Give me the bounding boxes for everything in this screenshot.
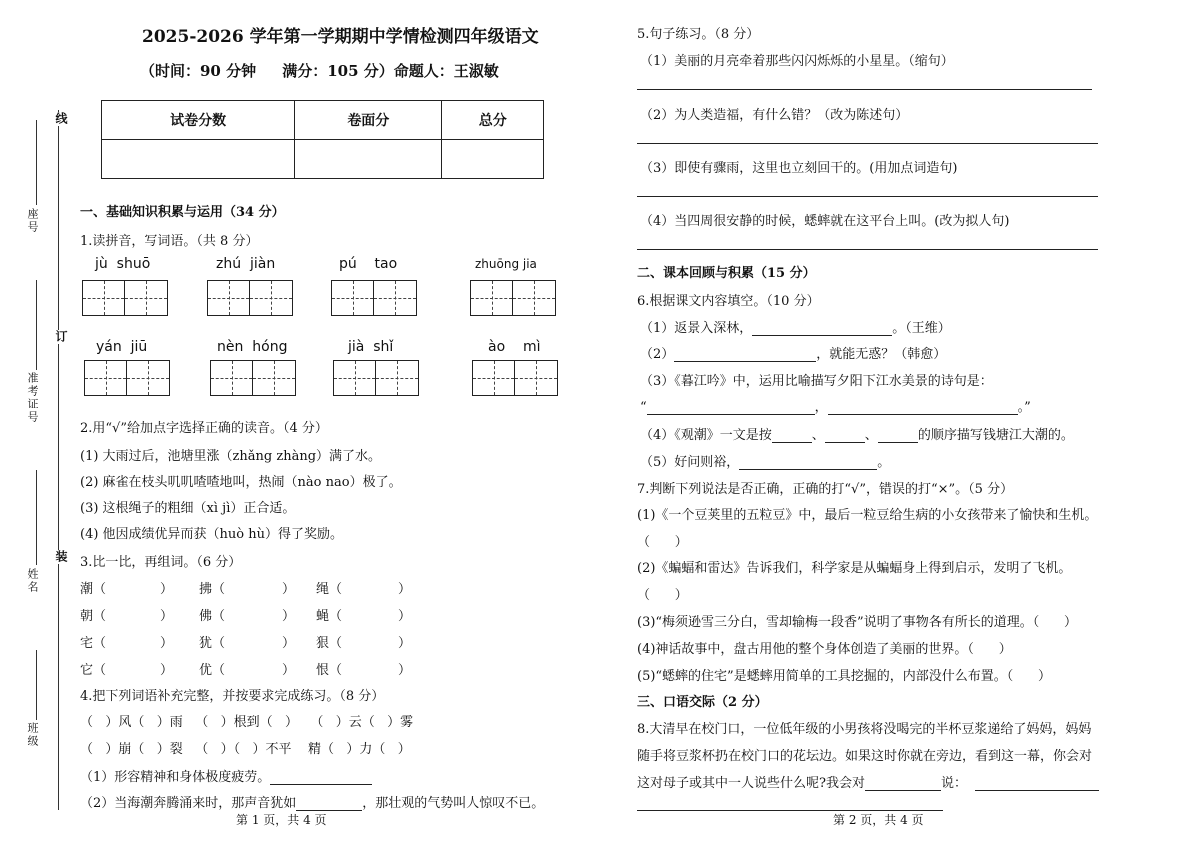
- q3-r4-b: 优（: [199, 663, 226, 678]
- writing-grid-7[interactable]: [333, 360, 419, 396]
- margin-binding-line: [58, 110, 59, 810]
- q5-prompt: 5.句子练习。（8 分）: [637, 27, 760, 42]
- q6-item-4-text-a: （4）《观潮》一文是按: [640, 428, 772, 443]
- q3-r4-c: 恨（: [316, 663, 343, 678]
- score-cell-neatness[interactable]: [295, 140, 442, 179]
- margin-binding-ding: 订: [54, 330, 68, 344]
- q6-item-2-text-a: （2）: [640, 347, 675, 362]
- q3-r3-b-close: ）: [282, 636, 296, 651]
- q7-item-4: (4)神话故事中，盘古用他的整个身体创造了美丽的世界。（ ）: [637, 642, 1012, 657]
- q3-r3-a-close: ）: [160, 636, 174, 651]
- q6-item-5-text-a: （5）好问则裕，: [640, 455, 740, 470]
- q4-sub-2-text-a: （2）当海潮奔腾涌来时，那声音犹如: [80, 796, 297, 811]
- q4-line-2: （ ）崩（ ）裂 （ ）（ ）不平 精（ ）力（ ）: [80, 742, 411, 757]
- q2-item-2: (2) 麻雀在枝头叽叽喳喳地叫，热闹（nào nao）极了。: [80, 475, 402, 490]
- q3-r1-c-close: ）: [398, 582, 412, 597]
- q5-answer-line-4[interactable]: [637, 249, 1098, 250]
- q8-line-1: 8.大清早在校门口，一位低年级的小男孩将没喝完的半杯豆浆递给了妈妈，妈妈: [637, 722, 1092, 737]
- q5-item-4: （4）当四周很安静的时候，蟋蟀就在这平台上叫。(改为拟人句): [640, 214, 1010, 229]
- q8-line-2: 随手将豆浆杯扔在校门口的花坛边。如果这时你就在旁边，看到这一幕，你会对: [637, 749, 1093, 764]
- q6-item-3-close: 。”: [1017, 400, 1031, 415]
- q5-item-2: （2）为人类造福，有什么错？（改为陈述句）: [640, 108, 909, 123]
- q3-r2-b: 佛（: [199, 609, 226, 624]
- pinyin-5: yán jiū: [96, 339, 148, 355]
- q3-r1-a-close: ）: [160, 582, 174, 597]
- score-header-paper: 试卷分数: [102, 101, 295, 140]
- q6-item-4-blank-1[interactable]: [772, 428, 812, 443]
- q7-item-1-answer[interactable]: （ ）: [637, 535, 688, 550]
- q6-item-3-blank-1[interactable]: [647, 400, 815, 415]
- q3-r2-a: 朝（: [80, 609, 107, 624]
- q3-r1-c: 绳（: [316, 582, 343, 597]
- q7-item-5: (5)“蟋蟀的住宅”是蟋蟀用简单的工具挖掘的，内部没什么布置。（ ）: [637, 669, 1052, 684]
- q3-r2-a-close: ）: [160, 609, 174, 624]
- pinyin-6: nèn hóng: [217, 339, 288, 355]
- page-1-footer: 第 1 页，共 4 页: [236, 813, 327, 827]
- section-2-heading: 二、课本回顾与积累（15 分）: [637, 266, 816, 281]
- margin-blank-name: [36, 470, 37, 565]
- q6-item-2-blank[interactable]: [674, 347, 816, 362]
- margin-label-seat: 座号: [26, 208, 39, 234]
- pinyin-2: zhú jiàn: [216, 256, 276, 272]
- q5-item-3: （3）即使有骤雨，这里也立刻回干的。(用加点词造句): [640, 161, 958, 176]
- q8-line-3: [637, 772, 1099, 791]
- q6-item-3: （3）《暮江吟》中，运用比喻描写夕阳下江水美景的诗句是：: [640, 374, 993, 389]
- writing-grid-1[interactable]: [82, 280, 168, 316]
- q6-item-1-text-a: （1）返景入深林，: [640, 321, 753, 336]
- q3-r1-b: 拂（: [199, 582, 226, 597]
- q3-r3-a: 宅（: [80, 636, 107, 651]
- q3-r4-a-close: ）: [160, 663, 174, 678]
- q4-sub-2: [80, 792, 544, 811]
- q7-item-1: (1)《一个豆荚里的五粒豆》中，最后一粒豆给生病的小女孩带来了愉快和生机。: [637, 508, 1098, 523]
- q3-r4-b-close: ）: [282, 663, 296, 678]
- q6-item-4-sep-2: 、: [864, 428, 878, 443]
- section-1-heading: 一、基础知识积累与运用（34 分）: [80, 205, 285, 220]
- q6-item-2: [640, 343, 946, 362]
- q6-item-5: [640, 451, 890, 470]
- q6-item-1-text-b: 。（王维）: [892, 321, 951, 336]
- page-2-footer: 第 2 页，共 4 页: [833, 813, 924, 827]
- q3-r2-c: 蝇（: [316, 609, 343, 624]
- score-header-neatness: 卷面分: [295, 101, 442, 140]
- q5-item-1: （1）美丽的月亮牵着那些闪闪烁烁的小星星。（缩句）: [640, 54, 954, 69]
- q4-sub-1-text: （1）形容精神和身体极度疲劳。: [80, 770, 271, 785]
- writing-grid-4[interactable]: [470, 280, 556, 316]
- q3-r2-b-close: ）: [282, 609, 296, 624]
- q6-item-1: [640, 317, 951, 336]
- q3-r3-c-close: ）: [398, 636, 412, 651]
- margin-label-class: 班级: [26, 722, 39, 748]
- q6-item-1-blank[interactable]: [752, 321, 892, 336]
- q6-item-3-blank-2[interactable]: [828, 400, 1018, 415]
- q6-item-3-answer: [640, 396, 1031, 415]
- writing-grid-5[interactable]: [84, 360, 170, 396]
- q6-item-5-text-b: 。: [877, 455, 891, 470]
- q6-item-5-blank[interactable]: [739, 455, 877, 470]
- q2-item-4: (4) 他因成绩优异而获（huò hù）得了奖励。: [80, 527, 343, 542]
- q2-prompt: 2.用“√”给加点字选择正确的读音。（4 分）: [80, 421, 328, 436]
- q5-answer-line-3[interactable]: [637, 196, 1098, 197]
- q6-prompt: 6.根据课文内容填空。（10 分）: [637, 294, 820, 309]
- pinyin-3: pú tao: [339, 256, 398, 272]
- q4-sub-2-text-b: ，那壮观的气势叫人惊叹不已。: [362, 796, 545, 811]
- q1-prompt: 1.读拼音，写词语。（共 8 分）: [80, 234, 259, 249]
- q6-item-4: [640, 424, 1074, 443]
- q8-speech-blank[interactable]: [975, 776, 1099, 791]
- writing-grid-2[interactable]: [207, 280, 293, 316]
- q2-item-3: (3) 这根绳子的粗细（xì jì）正合适。: [80, 501, 296, 516]
- writing-grid-3[interactable]: [331, 280, 417, 316]
- q3-r2-c-close: ）: [398, 609, 412, 624]
- margin-label-name: 姓名: [26, 568, 39, 594]
- pinyin-7: jià shǐ: [348, 339, 394, 355]
- margin-blank-ticket: [36, 280, 37, 370]
- q2-item-1: (1) 大雨过后，池塘里涨（zhǎng zhàng）满了水。: [80, 449, 382, 464]
- q3-prompt: 3.比一比，再组词。（6 分）: [80, 555, 242, 570]
- q3-r3-c: 狠（: [316, 636, 343, 651]
- writing-grid-8[interactable]: [472, 360, 558, 396]
- q3-r4-a: 它（: [80, 663, 107, 678]
- score-header-total: 总分: [442, 101, 544, 140]
- score-table: [101, 100, 544, 179]
- q8-target-blank[interactable]: [865, 776, 941, 791]
- pinyin-1: jù shuō: [95, 256, 151, 272]
- pinyin-4: zhuōng jia: [475, 257, 537, 271]
- pinyin-8: ào mì: [488, 339, 541, 355]
- q4-sub-1-blank[interactable]: [270, 770, 372, 785]
- q7-item-2: (2)《蝙蝠和雷达》告诉我们，科学家是从蝙蝠身上得到启示，发明了飞机。: [637, 561, 1072, 576]
- q6-item-3-open-quote: “: [640, 400, 647, 415]
- q7-item-2-answer[interactable]: （ ）: [637, 588, 688, 603]
- q3-r1-a: 潮（: [80, 582, 107, 597]
- q6-item-4-text-d: 的顺序描写钱塘江大潮的。: [917, 428, 1074, 443]
- q6-item-2-text-b: ，就能无惑？（韩愈）: [816, 347, 947, 362]
- score-cell-total[interactable]: [442, 140, 544, 179]
- margin-binding-xian: 线: [54, 112, 68, 126]
- q4-sub-1: [80, 766, 372, 785]
- q3-r3-b: 犹（: [199, 636, 226, 651]
- q4-sub-2-blank[interactable]: [296, 796, 362, 811]
- margin-blank-class: [36, 650, 37, 720]
- q6-item-4-blank-3[interactable]: [878, 428, 918, 443]
- q7-item-3: (3)“梅须逊雪三分白，雪却输梅一段香”说明了事物各有所长的道理。（ ）: [637, 615, 1078, 630]
- writing-grid-6[interactable]: [210, 360, 296, 396]
- q6-item-3-comma: ，: [814, 400, 828, 415]
- q4-prompt: 4.把下列词语补充完整，并按要求完成练习。（8 分）: [80, 689, 385, 704]
- q7-prompt: 7.判断下列说法是否正确，正确的打“√”，错误的打“×”。（5 分）: [637, 482, 1014, 497]
- margin-blank-seat: [36, 120, 37, 205]
- q8-line-3-text-b: 说：: [940, 776, 967, 791]
- q5-answer-line-2[interactable]: [637, 143, 1098, 144]
- margin-label-ticket: 准考证号: [26, 372, 39, 424]
- q8-line-3-text-a: 这对母子或其中一人说些什么呢?我会对: [637, 776, 865, 791]
- margin-binding-zhuang: 装: [54, 550, 68, 564]
- score-cell-paper[interactable]: [102, 140, 295, 179]
- q3-r1-b-close: ）: [282, 582, 296, 597]
- exam-title: 2025-2026 学年第一学期期中学情检测四年级语文: [142, 27, 539, 47]
- q3-r4-c-close: ）: [398, 663, 412, 678]
- section-3-heading: 三、口语交际（2 分）: [637, 695, 768, 710]
- q4-line-1: （ ）风（ ）雨 （ ）根到（ ） （ ）云（ ）雾: [80, 715, 414, 730]
- q6-item-4-sep-1: 、: [811, 428, 825, 443]
- q5-answer-line-1[interactable]: [637, 89, 1092, 90]
- q6-item-4-blank-2[interactable]: [825, 428, 865, 443]
- exam-subtitle: （时间：90 分钟 满分：105 分）命题人：王淑敏: [140, 62, 499, 80]
